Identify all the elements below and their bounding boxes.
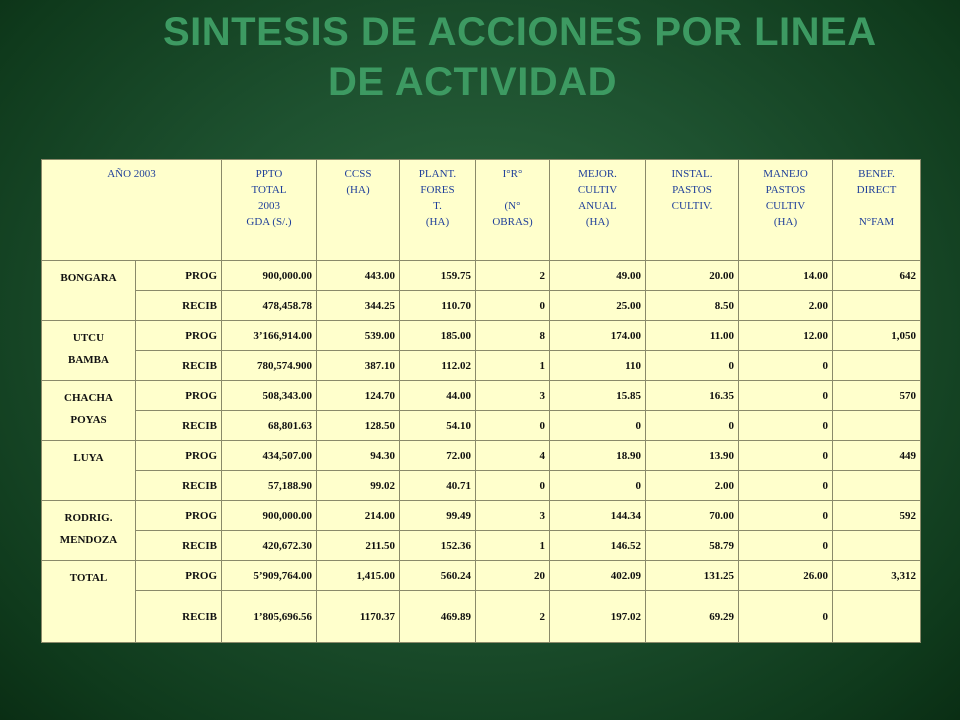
table-row: [42, 321, 921, 351]
value-cell: [833, 591, 921, 643]
header-ppto-line: PPTO: [255, 168, 283, 180]
table-row: [42, 411, 921, 441]
header-manejo-line: (HA): [773, 216, 798, 228]
value-cell: [833, 531, 921, 561]
value-cell: 214.00: [317, 501, 400, 531]
table-row: [42, 471, 921, 501]
row-type: RECIB: [136, 411, 222, 441]
province-cell: [42, 561, 136, 643]
header-mejor-line: (HA): [585, 216, 610, 228]
value-cell: 72.00: [400, 441, 476, 471]
value-cell: 2.00: [739, 291, 833, 321]
value-cell: [833, 291, 921, 321]
header-benef-line: BENEF.: [858, 168, 895, 180]
header-ir: [476, 160, 550, 261]
value-cell: [833, 351, 921, 381]
value-cell: 124.70: [317, 381, 400, 411]
value-cell: 58.79: [646, 531, 739, 561]
value-cell: 0: [739, 501, 833, 531]
value-cell: 211.50: [317, 531, 400, 561]
province-name: UTCU: [72, 332, 105, 344]
value-cell: 443.00: [317, 261, 400, 291]
value-cell: [833, 411, 921, 441]
row-type: RECIB: [136, 471, 222, 501]
row-type: PROG: [136, 501, 222, 531]
value-cell: 20.00: [646, 261, 739, 291]
province-name: POYAS: [70, 414, 107, 426]
header-ir-line: (N°: [504, 200, 521, 212]
title-line-1: SINTESIS DE ACCIONES POR LINEA: [163, 10, 877, 54]
header-mejor-line: MEJOR.: [578, 168, 617, 180]
header-plant-line: FORES: [420, 184, 455, 196]
header-mejor: [550, 160, 646, 261]
header-ir-line: OBRAS): [492, 216, 533, 228]
value-cell: 69.29: [646, 591, 739, 643]
value-cell: 8: [476, 321, 550, 351]
value-cell: 434,507.00: [222, 441, 317, 471]
header-ppto-line: 2003: [258, 200, 280, 212]
value-cell: 57,188.90: [222, 471, 317, 501]
province-name: BAMBA: [68, 354, 109, 366]
header-ppto-line: GDA (S/.): [246, 216, 292, 228]
province-name: RODRIG.: [64, 512, 113, 524]
value-cell: 420,672.30: [222, 531, 317, 561]
value-cell: 900,000.00: [222, 261, 317, 291]
value-cell: 197.02: [550, 591, 646, 643]
value-cell: 159.75: [400, 261, 476, 291]
value-cell: 20: [476, 561, 550, 591]
header-plant: [400, 160, 476, 261]
value-cell: 0: [476, 411, 550, 441]
header-manejo-line: PASTOS: [765, 184, 806, 196]
header-ir-line: I°R°: [502, 168, 523, 180]
header-instal: [646, 160, 739, 261]
header-benef-line: N°FAM: [858, 216, 895, 228]
value-cell: 642: [833, 261, 921, 291]
header-ppto: [222, 160, 317, 261]
row-type: RECIB: [136, 531, 222, 561]
value-cell: 128.50: [317, 411, 400, 441]
table-row: [42, 351, 921, 381]
value-cell: 1’805,696.56: [222, 591, 317, 643]
header-manejo: [739, 160, 833, 261]
value-cell: 5’909,764.00: [222, 561, 317, 591]
value-cell: 25.00: [550, 291, 646, 321]
header-ccss-line: (HA): [346, 184, 370, 196]
value-cell: 3,312: [833, 561, 921, 591]
value-cell: 174.00: [550, 321, 646, 351]
province-name: BONGARA: [60, 272, 117, 284]
header-benef-line: DIRECT: [856, 184, 897, 196]
value-cell: 112.02: [400, 351, 476, 381]
value-cell: 1: [476, 351, 550, 381]
value-cell: 144.34: [550, 501, 646, 531]
value-cell: 2: [476, 591, 550, 643]
row-type: PROG: [136, 381, 222, 411]
value-cell: 0: [739, 531, 833, 561]
header-manejo-line: CULTIV: [765, 200, 806, 212]
value-cell: 70.00: [646, 501, 739, 531]
value-cell: 110: [550, 351, 646, 381]
value-cell: 146.52: [550, 531, 646, 561]
value-cell: 1,050: [833, 321, 921, 351]
value-cell: 592: [833, 501, 921, 531]
value-cell: 54.10: [400, 411, 476, 441]
value-cell: 478,458.78: [222, 291, 317, 321]
value-cell: 99.02: [317, 471, 400, 501]
table-row: [42, 441, 921, 471]
value-cell: 16.35: [646, 381, 739, 411]
value-cell: 49.00: [550, 261, 646, 291]
province-cell: [42, 501, 136, 561]
value-cell: 8.50: [646, 291, 739, 321]
value-cell: 402.09: [550, 561, 646, 591]
value-cell: 68,801.63: [222, 411, 317, 441]
value-cell: 1170.37: [317, 591, 400, 643]
value-cell: 99.49: [400, 501, 476, 531]
value-cell: 0: [739, 591, 833, 643]
row-type: RECIB: [136, 591, 222, 643]
value-cell: 344.25: [317, 291, 400, 321]
header-instal-line: PASTOS: [672, 184, 712, 196]
value-cell: 539.00: [317, 321, 400, 351]
value-cell: 40.71: [400, 471, 476, 501]
row-type: RECIB: [136, 351, 222, 381]
value-cell: 44.00: [400, 381, 476, 411]
value-cell: 110.70: [400, 291, 476, 321]
table-row: [42, 561, 921, 591]
value-cell: 152.36: [400, 531, 476, 561]
header-ccss: [317, 160, 400, 261]
table-row: [42, 291, 921, 321]
province-cell: [42, 381, 136, 441]
value-cell: 0: [476, 471, 550, 501]
value-cell: 94.30: [317, 441, 400, 471]
header-instal-line: INSTAL.: [671, 168, 713, 180]
value-cell: 900,000.00: [222, 501, 317, 531]
value-cell: 0: [739, 441, 833, 471]
header-manejo-line: MANEJO: [763, 168, 808, 180]
header-ppto-line: TOTAL: [251, 184, 287, 196]
value-cell: 15.85: [550, 381, 646, 411]
value-cell: 13.90: [646, 441, 739, 471]
value-cell: 4: [476, 441, 550, 471]
value-cell: 0: [739, 471, 833, 501]
row-type: PROG: [136, 321, 222, 351]
province-name: LUYA: [73, 452, 104, 464]
value-cell: 0: [739, 381, 833, 411]
table-row: [42, 381, 921, 411]
row-type: PROG: [136, 561, 222, 591]
row-type: PROG: [136, 441, 222, 471]
header-mejor-line: ANUAL: [578, 200, 617, 212]
title-line-2: DE ACTIVIDAD: [328, 60, 617, 104]
table-row: [42, 531, 921, 561]
header-instal-line: CULTIV.: [671, 200, 713, 212]
province-name: MENDOZA: [59, 534, 118, 546]
value-cell: 14.00: [739, 261, 833, 291]
value-cell: [833, 471, 921, 501]
value-cell: 780,574.900: [222, 351, 317, 381]
value-cell: 11.00: [646, 321, 739, 351]
header-row: [42, 160, 921, 261]
value-cell: 185.00: [400, 321, 476, 351]
value-cell: 3’166,914.00: [222, 321, 317, 351]
province-cell: [42, 321, 136, 381]
value-cell: 1,415.00: [317, 561, 400, 591]
row-type: PROG: [136, 261, 222, 291]
header-benef: [833, 160, 921, 261]
province-cell: [42, 441, 136, 501]
header-year: AÑO 2003: [42, 160, 222, 261]
header-plant-line: T.: [433, 200, 442, 212]
summary-table: [41, 159, 921, 643]
value-cell: 0: [739, 411, 833, 441]
value-cell: 18.90: [550, 441, 646, 471]
value-cell: 2: [476, 261, 550, 291]
row-type: RECIB: [136, 291, 222, 321]
value-cell: 0: [476, 291, 550, 321]
value-cell: 508,343.00: [222, 381, 317, 411]
table-body: [42, 261, 921, 643]
table-row: [42, 501, 921, 531]
value-cell: 3: [476, 381, 550, 411]
value-cell: 26.00: [739, 561, 833, 591]
province-name: TOTAL: [69, 572, 108, 584]
header-ccss-line: CCSS: [344, 168, 372, 180]
header-mejor-line: CULTIV: [577, 184, 618, 196]
table-row: [42, 261, 921, 291]
value-cell: 0: [646, 411, 739, 441]
value-cell: 1: [476, 531, 550, 561]
province-cell: [42, 261, 136, 321]
value-cell: 0: [646, 351, 739, 381]
value-cell: 387.10: [317, 351, 400, 381]
value-cell: 3: [476, 501, 550, 531]
header-plant-line: PLANT.: [418, 168, 457, 180]
province-name: CHACHA: [64, 392, 113, 404]
value-cell: 449: [833, 441, 921, 471]
value-cell: 570: [833, 381, 921, 411]
value-cell: 0: [550, 471, 646, 501]
header-plant-line: (HA): [425, 216, 450, 228]
value-cell: 469.89: [400, 591, 476, 643]
value-cell: 0: [550, 411, 646, 441]
table-row: [42, 591, 921, 643]
value-cell: 131.25: [646, 561, 739, 591]
value-cell: 2.00: [646, 471, 739, 501]
value-cell: 0: [739, 351, 833, 381]
value-cell: 560.24: [400, 561, 476, 591]
value-cell: 12.00: [739, 321, 833, 351]
